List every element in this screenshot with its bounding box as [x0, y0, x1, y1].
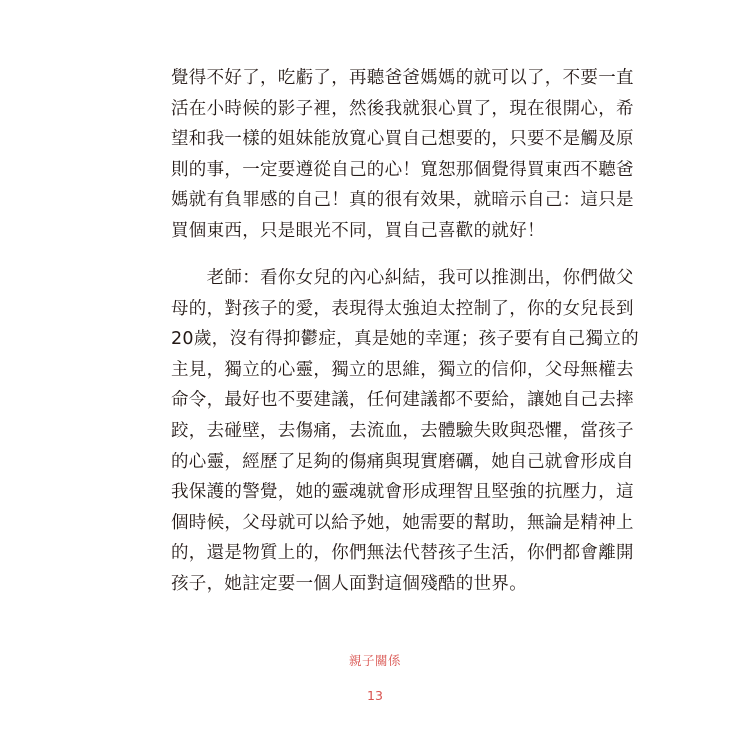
text-line: 媽就有負罪感的自己！真的很有效果，就暗示自己：這只是 [171, 190, 634, 211]
text-line: 覺得不好了，吃虧了，再聽爸爸媽媽的就可以了，不要一直 [171, 68, 634, 88]
paragraph-1 [171, 63, 634, 247]
text-line: 望和我一樣的姐妹能放寬心買自己想要的，只要不是觸及原 [171, 129, 634, 150]
text-line: 孩子，她註定要一個人面對這個殘酷的世界。 [171, 573, 527, 594]
text-line: 的，還是物質上的，你們無法代替孩子生活，你們都會離開 [171, 543, 634, 564]
text-line: 個時候，父母就可以給予她，她需要的幫助，無論是精神上 [171, 512, 634, 533]
text-line: 主見，獨立的心靈，獨立的思維，獨立的信仰，父母無權去 [171, 359, 634, 380]
text-line: 命令，最好也不要建議，任何建議都不要給，讓她自己去摔 [171, 390, 634, 411]
text-line: 的心靈，經歷了足夠的傷痛與現實磨礪，她自己就會形成自 [171, 451, 634, 472]
page-number: 13 [367, 688, 383, 703]
text-line: 買個東西，只是眼光不同，買自己喜歡的就好！ [171, 220, 545, 241]
chapter-footer-title: 親子關係 [348, 653, 401, 668]
text-line: 20歲，沒有得抑鬱症，真是她的幸運；孩子要有自己獨立的 [171, 329, 639, 350]
paragraph-2 [171, 263, 639, 600]
text-line: 則的事，一定要遵從自己的心！寬恕那個覺得買東西不聽爸 [171, 159, 634, 180]
text-line: 我保護的警覺，她的靈魂就會形成理智且堅強的抗壓力，這 [171, 482, 634, 503]
text-line: 跤，去碰壁，去傷痛，去流血，去體驗失敗與恐懼，當孩子 [171, 420, 634, 441]
text-line: 活在小時候的影子裡，然後我就狠心買了，現在很開心，希 [171, 98, 634, 119]
text-line: 母的，對孩子的愛，表現得太強迫太控制了，你的女兒長到 [171, 298, 634, 319]
text-line: 老師：看你女兒的內心糾結，我可以推測出，你們做父 [171, 268, 634, 288]
